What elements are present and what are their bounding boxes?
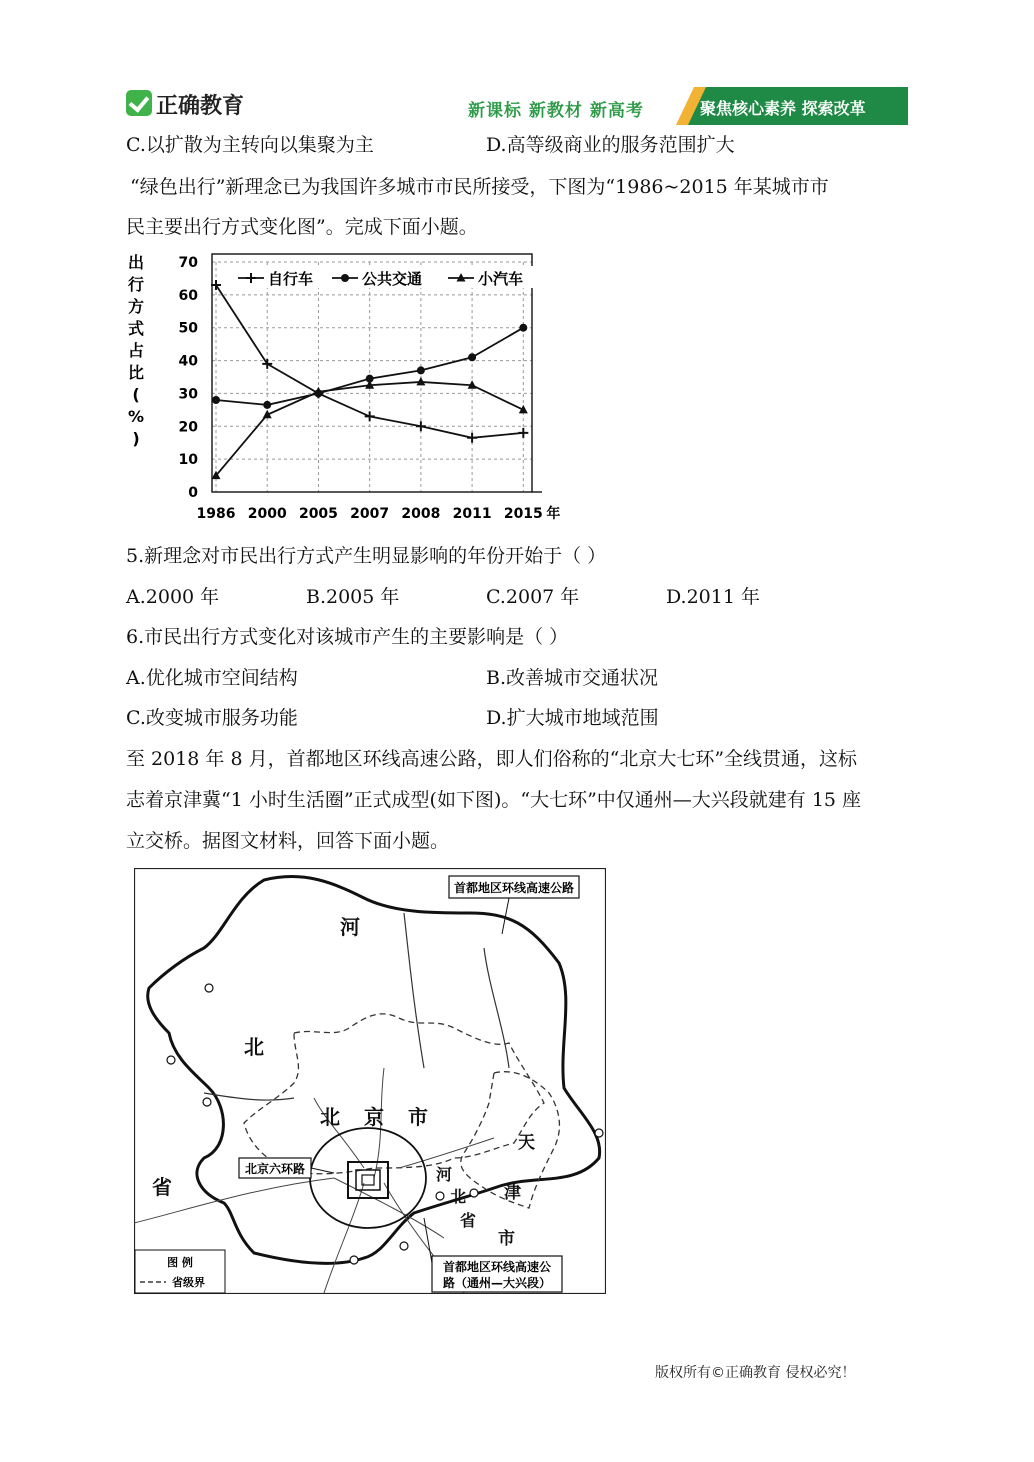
capital-ring-map: [134, 868, 606, 1294]
intro1-line2: 民主要出行方式变化图”。完成下面小题。: [126, 216, 478, 238]
chart-plot-frame: [212, 254, 532, 492]
intro1-line1: “绿色出行”新理念已为我国许多城市市民所接受，下图为“1986~2015 年某城市市: [130, 176, 829, 198]
chart-legend-label: 小汽车: [478, 270, 524, 288]
chart-point: [365, 411, 375, 421]
chart-x-tick-label: 2011: [452, 506, 492, 522]
chart-point: [263, 401, 271, 409]
chart-y-tick-label: 0: [188, 485, 198, 501]
q5-stem: 5.新理念对市民出行方式产生明显影响的年份开始于（ ）: [126, 545, 607, 567]
q6-stem: 6.市民出行方式变化对该城市产生的主要影响是（ ）: [126, 626, 569, 648]
q4-option-d: D.高等级商业的服务范围扩大: [486, 134, 735, 156]
label-he: 河: [340, 915, 360, 939]
travel-mode-chart: [120, 248, 560, 528]
chart-y-tick-label: 40: [178, 353, 198, 370]
callout-sixth-label: 北京六环路: [244, 1162, 306, 1176]
chart-y-label-char: ): [132, 429, 140, 448]
chart-legend: [236, 266, 542, 288]
map-legend-title: 图 例: [167, 1256, 193, 1269]
q6-option-a: A.优化城市空间结构: [126, 667, 298, 689]
intro2-line2: 志着京津冀“1 小时生活圈”正式成型(如下图)。“大七环”中仅通州—大兴段就建有 15 座: [126, 789, 862, 811]
chart-x-tick-label: 1986: [196, 506, 236, 522]
chart-y-label-char: 比: [127, 363, 145, 382]
callout-segment-label-1: 首都地区环线高速公: [442, 1260, 552, 1274]
q6-option-b: B.改善城市交通状况: [486, 667, 659, 689]
chart-y-tick-label: 50: [178, 320, 198, 337]
label-enclave-bei: 北: [450, 1187, 467, 1206]
chart-y-tick-label: 70: [178, 255, 198, 271]
label-beijing-3: 市: [408, 1105, 428, 1129]
q4-option-c: C.以扩散为主转向以集聚为主: [126, 134, 374, 156]
chart-y-ticks: [179, 255, 199, 501]
chart-point: [519, 324, 527, 332]
chart-y-label-char: (: [132, 385, 140, 404]
chart-point: [416, 421, 426, 431]
chart-y-tick-label: 10: [178, 452, 198, 469]
label-jin: 津: [504, 1183, 521, 1203]
callout-segment-label-2: 路（通州—大兴段）: [442, 1276, 552, 1290]
label-enclave-he: 河: [436, 1165, 453, 1184]
chart-x-axis-unit: 年: [546, 506, 560, 522]
chart-y-tick-label: 60: [178, 287, 198, 304]
chart-point: [468, 353, 476, 361]
chart-y-label-char: 行: [127, 275, 145, 294]
chart-legend-label: 公共交通: [362, 270, 423, 288]
chart-point: [416, 377, 425, 386]
label-beijing-2: 京: [364, 1105, 384, 1129]
intro2-line1: 至 2018 年 8 月，首都地区环线高速公路，即人们俗称的“北京大七环”全线贯通，这标: [126, 748, 858, 770]
header-slogan-left: 新课标 新教材 新高考: [468, 101, 644, 121]
chart-point: [212, 396, 220, 404]
label-sheng: 省: [152, 1175, 172, 1199]
map-legend-boundary-label: 省级界: [172, 1276, 205, 1289]
q5-option-d: D.2011 年: [666, 586, 760, 608]
q6-option-d: D.扩大城市地域范围: [486, 707, 659, 729]
label-enclave-sheng: 省: [460, 1211, 477, 1230]
footer-copyright: 版权所有©正确教育 侵权必究！: [655, 1365, 856, 1381]
logo-text: 正确教育: [156, 94, 245, 119]
chart-y-tick-label: 20: [178, 419, 198, 436]
chart-legend-label: 自行车: [268, 270, 314, 288]
chart-x-tick-label: 2005: [298, 506, 338, 522]
chart-y-label-char: 出: [127, 253, 145, 272]
chart-point: [262, 359, 272, 369]
chart-x-tick-label: 2007: [350, 506, 390, 522]
chart-x-tick-label: 2000: [247, 506, 287, 522]
callout-ring-label: 首都地区环线高速公路: [453, 881, 575, 895]
chart-y-label-char: %: [127, 407, 145, 426]
label-tian: 天: [518, 1133, 535, 1153]
header-slogan-right: 聚焦核心素养 探索改革: [700, 99, 866, 118]
chart-x-tick-label: 2015: [503, 506, 543, 522]
chart-point: [518, 428, 528, 438]
intro2-line3: 立交桥。据图文材料，回答下面小题。: [126, 830, 450, 852]
chart-x-ticks: [197, 505, 560, 522]
q5-option-a: A.2000 年: [126, 586, 220, 608]
chart-y-label-char: 方: [127, 297, 145, 316]
chart-point: [467, 433, 477, 443]
label-beijing-1: 北: [320, 1105, 340, 1129]
chart-y-tick-label: 30: [178, 386, 198, 403]
logo-check-icon: [126, 90, 152, 116]
chart-x-tick-label: 2008: [401, 506, 441, 522]
chart-axes: [212, 254, 542, 492]
chart-y-label-char: 式: [127, 319, 145, 338]
label-tj-shi: 市: [498, 1229, 515, 1249]
q5-option-b: B.2005 年: [306, 586, 400, 608]
chart-point: [341, 274, 349, 282]
label-bei: 北: [244, 1035, 264, 1059]
chart-y-label-char: 占: [127, 341, 145, 360]
q5-option-c: C.2007 年: [486, 586, 580, 608]
q6-option-c: C.改变城市服务功能: [126, 707, 298, 729]
chart-point: [417, 366, 425, 374]
chart-y-axis-label: [128, 253, 144, 448]
